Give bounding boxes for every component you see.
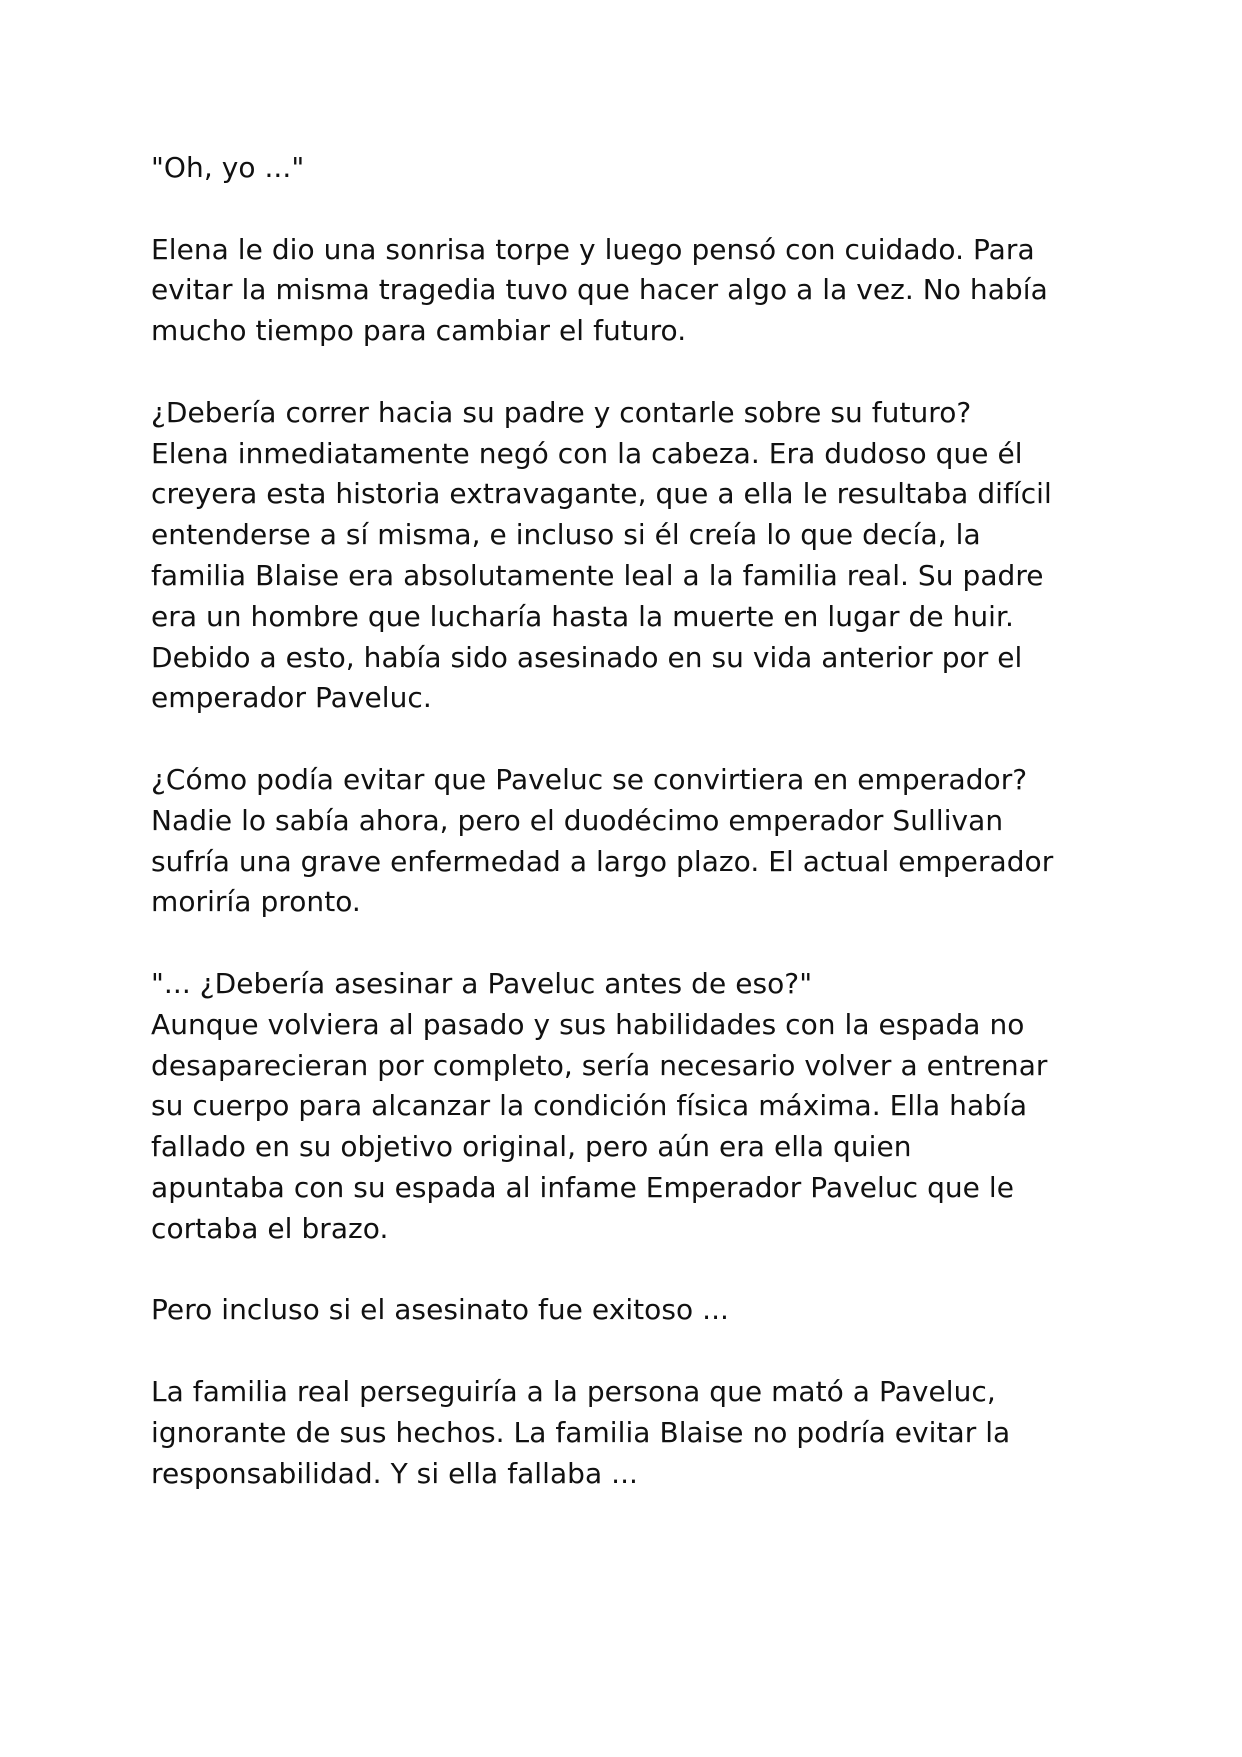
text-line: responsabilidad. Y si ella fallaba ... (151, 1456, 639, 1490)
paragraph-6 (151, 1290, 1111, 1331)
text-line: fallado en su objetivo original, pero aún era ella quien (151, 1130, 912, 1164)
text-line: mucho tiempo para cambiar el futuro. (151, 314, 687, 348)
text-line: ¿Cómo podía evitar que Paveluc se convirtiera en emperador? (151, 762, 1028, 796)
paragraph-spacer (151, 1250, 1111, 1291)
text-line: era un hombre que lucharía hasta la muerte en lugar de huir. (151, 599, 1014, 633)
paragraph-3 (151, 393, 1111, 719)
paragraph-4 (151, 760, 1111, 923)
text-line: Elena le dio una sonrisa torpe y luego pensó con cuidado. Para (151, 232, 1035, 266)
paragraph-spacer (151, 923, 1111, 964)
document-body (151, 148, 1111, 1494)
text-line: creyera esta historia extravagante, que a ella le resultaba difícil (151, 477, 1052, 511)
text-line: desaparecieran por completo, sería necesario volver a entrenar (151, 1048, 1048, 1082)
paragraph-2 (151, 230, 1111, 352)
text-line: sufría una grave enfermedad a largo plazo. El actual emperador (151, 844, 1054, 878)
text-line: entenderse a sí misma, e incluso si él creía lo que decía, la (151, 518, 981, 552)
text-line: ignorante de sus hechos. La familia Blaise no podría evitar la (151, 1415, 1011, 1449)
text-line: evitar la misma tragedia tuvo que hacer algo a la vez. No había (151, 273, 1048, 307)
text-line: ¿Debería correr hacia su padre y contarle sobre su futuro? (151, 395, 972, 429)
text-line: moriría pronto. (151, 885, 361, 919)
paragraph-spacer (151, 352, 1111, 393)
text-line: Elena inmediatamente negó con la cabeza. Era dudoso que él (151, 436, 1023, 470)
paragraph-spacer (151, 1331, 1111, 1372)
text-line: "... ¿Debería asesinar a Paveluc antes de eso?" (151, 966, 813, 1000)
text-line: familia Blaise era absolutamente leal a la familia real. Su padre (151, 558, 1044, 592)
text-line: apuntaba con su espada al infame Emperador Paveluc que le (151, 1170, 1015, 1204)
text-line: cortaba el brazo. (151, 1211, 389, 1245)
text-line: Aunque volviera al pasado y sus habilidades con la espada no (151, 1007, 1025, 1041)
text-line: su cuerpo para alcanzar la condición física máxima. Ella había (151, 1089, 1028, 1123)
paragraph-1 (151, 148, 1111, 189)
text-line: Debido a esto, había sido asesinado en su vida anterior por el (151, 640, 1023, 674)
text-line: Nadie lo sabía ahora, pero el duodécimo emperador Sullivan (151, 803, 1004, 837)
paragraph-5 (151, 964, 1111, 1250)
paragraph-spacer (151, 719, 1111, 760)
paragraph-spacer (151, 189, 1111, 230)
text-line: La familia real perseguiría a la persona que mató a Paveluc, (151, 1374, 996, 1408)
paragraph-7 (151, 1372, 1111, 1494)
text-line: emperador Paveluc. (151, 681, 432, 715)
text-line: "Oh, yo ..." (151, 151, 305, 184)
text-line: Pero incluso si el asesinato fue exitoso ... (151, 1293, 729, 1327)
